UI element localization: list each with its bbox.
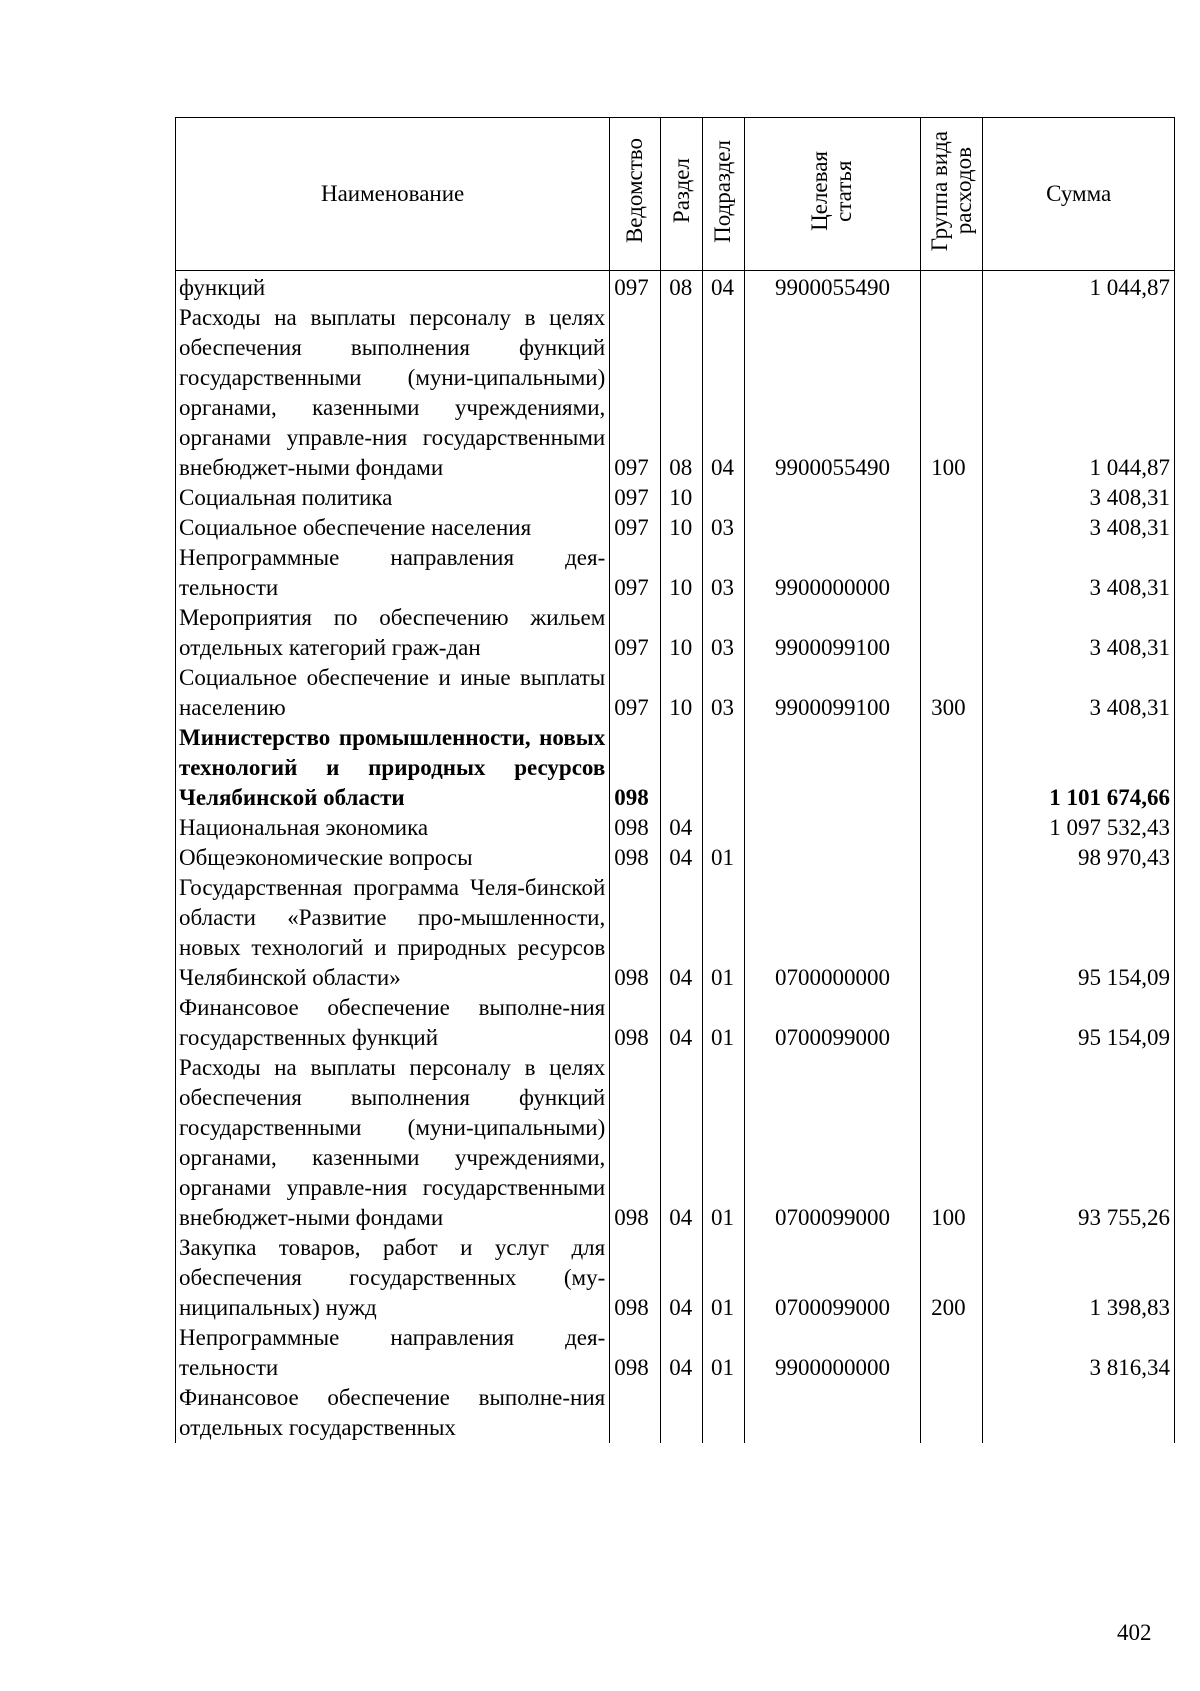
row-vedomstvo-cell: 097 bbox=[610, 603, 661, 663]
header-celevaya-statya: Целевая статья bbox=[744, 118, 920, 271]
row-celevaya-cell: 0700000000 bbox=[744, 873, 920, 993]
table-row bbox=[176, 813, 1175, 843]
row-gruppa-cell: 200 bbox=[921, 1233, 983, 1323]
row-gruppa-cell: 100 bbox=[921, 1053, 983, 1233]
row-name-cell: Министерство промышленности, новых технологий и природных ресурсов Челябинской области bbox=[176, 723, 610, 813]
row-name-cell: Финансовое обеспечение выполне-ния государственных функций bbox=[176, 993, 610, 1053]
row-razdel-cell: 08 bbox=[661, 303, 703, 483]
row-gruppa-cell bbox=[921, 271, 983, 304]
row-summa-cell: 1 097 532,43 bbox=[983, 813, 1175, 843]
row-vedomstvo-cell: 097 bbox=[610, 663, 661, 723]
row-celevaya-cell: 9900000000 bbox=[744, 1323, 920, 1383]
row-summa-cell: 3 408,31 bbox=[983, 663, 1175, 723]
row-razdel-cell: 10 bbox=[661, 543, 703, 603]
row-podrazdel-cell bbox=[703, 483, 745, 513]
row-gruppa-cell bbox=[921, 993, 983, 1053]
row-vedomstvo-cell: 098 bbox=[610, 1233, 661, 1323]
table-row bbox=[176, 723, 1175, 813]
row-vedomstvo-cell: 097 bbox=[610, 543, 661, 603]
row-podrazdel-cell: 04 bbox=[703, 303, 745, 483]
table-row bbox=[176, 543, 1175, 603]
header-name: Наименование bbox=[176, 118, 610, 271]
row-podrazdel-cell: 01 bbox=[703, 1233, 745, 1323]
table-row bbox=[176, 663, 1175, 723]
row-razdel-cell: 04 bbox=[661, 1323, 703, 1383]
row-gruppa-cell bbox=[921, 603, 983, 663]
row-celevaya-cell: 0700099000 bbox=[744, 1233, 920, 1323]
row-razdel-cell: 10 bbox=[661, 603, 703, 663]
row-vedomstvo-cell: 098 bbox=[610, 1053, 661, 1233]
row-name-cell: Социальная политика bbox=[176, 483, 610, 513]
row-summa-cell: 1 101 674,66 bbox=[983, 723, 1175, 813]
row-podrazdel-cell: 03 bbox=[703, 543, 745, 603]
row-gruppa-cell bbox=[921, 873, 983, 993]
row-razdel-cell: 04 bbox=[661, 873, 703, 993]
row-vedomstvo-cell: 098 bbox=[610, 873, 661, 993]
row-razdel-cell bbox=[661, 723, 703, 813]
row-vedomstvo-cell: 098 bbox=[610, 1323, 661, 1383]
row-razdel-cell: 04 bbox=[661, 843, 703, 873]
row-name-cell: Национальная экономика bbox=[176, 813, 610, 843]
row-podrazdel-cell: 01 bbox=[703, 993, 745, 1053]
table-header bbox=[176, 118, 1175, 271]
row-vedomstvo-cell: 098 bbox=[610, 723, 661, 813]
row-celevaya-cell bbox=[744, 813, 920, 843]
row-gruppa-cell bbox=[921, 483, 983, 513]
row-vedomstvo-cell: 097 bbox=[610, 303, 661, 483]
row-summa-cell: 95 154,09 bbox=[983, 873, 1175, 993]
row-podrazdel-cell: 01 bbox=[703, 873, 745, 993]
row-summa-cell bbox=[983, 1383, 1175, 1443]
row-podrazdel-cell: 03 bbox=[703, 663, 745, 723]
row-razdel-cell: 04 bbox=[661, 1053, 703, 1233]
row-summa-cell: 95 154,09 bbox=[983, 993, 1175, 1053]
row-name-cell: Финансовое обеспечение выполне-ния отдельных государственных bbox=[176, 1383, 610, 1443]
row-vedomstvo-cell: 097 bbox=[610, 483, 661, 513]
row-celevaya-cell: 9900055490 bbox=[744, 303, 920, 483]
row-gruppa-cell: 300 bbox=[921, 663, 983, 723]
table-row bbox=[176, 1323, 1175, 1383]
row-vedomstvo-cell: 097 bbox=[610, 513, 661, 543]
row-name-cell: Непрограммные направления дея-тельности bbox=[176, 1323, 610, 1383]
row-podrazdel-cell: 01 bbox=[703, 1323, 745, 1383]
row-summa-cell: 3 408,31 bbox=[983, 483, 1175, 513]
row-podrazdel-cell bbox=[703, 723, 745, 813]
row-celevaya-cell: 0700099000 bbox=[744, 1053, 920, 1233]
header-gruppa-vida-rashodov: Группа вида расходов bbox=[921, 118, 983, 271]
row-summa-cell: 3 408,31 bbox=[983, 513, 1175, 543]
row-vedomstvo-cell: 098 bbox=[610, 993, 661, 1053]
row-celevaya-cell: 0700099000 bbox=[744, 993, 920, 1053]
row-podrazdel-cell: 03 bbox=[703, 513, 745, 543]
row-razdel-cell: 08 bbox=[661, 271, 703, 304]
table-row bbox=[176, 1233, 1175, 1323]
budget-table bbox=[175, 117, 1175, 1443]
row-summa-cell: 1 398,83 bbox=[983, 1233, 1175, 1323]
row-gruppa-cell bbox=[921, 543, 983, 603]
row-gruppa-cell bbox=[921, 813, 983, 843]
header-vedomstvo: Ведомство bbox=[610, 118, 661, 271]
row-name-cell: Государственная программа Челя-бинской области «Развитие про-мышленности, новых технологий и природных ресурсов Челябинской области» bbox=[176, 873, 610, 993]
row-celevaya-cell: 9900055490 bbox=[744, 271, 920, 304]
row-summa-cell: 93 755,26 bbox=[983, 1053, 1175, 1233]
table-row bbox=[176, 271, 1175, 304]
row-razdel-cell: 04 bbox=[661, 1233, 703, 1323]
table-row bbox=[176, 1053, 1175, 1233]
row-celevaya-cell bbox=[744, 513, 920, 543]
row-name-cell: Расходы на выплаты персоналу в целях обеспечения выполнения функций государственными (муни-ципальными) органами, казенными учреждениями, органами управле-ния государственными внебюджет-ными фондами bbox=[176, 303, 610, 483]
table-row bbox=[176, 843, 1175, 873]
row-celevaya-cell bbox=[744, 723, 920, 813]
row-celevaya-cell bbox=[744, 1383, 920, 1443]
row-summa-cell: 1 044,87 bbox=[983, 303, 1175, 483]
table-row bbox=[176, 993, 1175, 1053]
table-row bbox=[176, 303, 1175, 483]
table-body bbox=[176, 271, 1175, 1444]
row-podrazdel-cell bbox=[703, 813, 745, 843]
row-summa-cell: 3 408,31 bbox=[983, 543, 1175, 603]
row-razdel-cell: 10 bbox=[661, 663, 703, 723]
row-vedomstvo-cell: 098 bbox=[610, 843, 661, 873]
row-vedomstvo-cell: 098 bbox=[610, 813, 661, 843]
table-row bbox=[176, 1383, 1175, 1443]
table-row bbox=[176, 873, 1175, 993]
row-podrazdel-cell: 01 bbox=[703, 843, 745, 873]
row-gruppa-cell bbox=[921, 1383, 983, 1443]
row-name-cell: Общеэкономические вопросы bbox=[176, 843, 610, 873]
row-podrazdel-cell: 04 bbox=[703, 271, 745, 304]
row-razdel-cell: 04 bbox=[661, 813, 703, 843]
row-name-cell: Расходы на выплаты персоналу в целях обеспечения выполнения функций государственными (муни-ципальными) органами, казенными учреждениями, органами управле-ния государственными внебюджет-ными фондами bbox=[176, 1053, 610, 1233]
header-summa: Сумма bbox=[983, 118, 1175, 271]
table-row bbox=[176, 483, 1175, 513]
row-name-cell: Закупка товаров, работ и услуг для обеспечения государственных (му-ниципальных) нужд bbox=[176, 1233, 610, 1323]
row-podrazdel-cell: 01 bbox=[703, 1053, 745, 1233]
row-celevaya-cell bbox=[744, 843, 920, 873]
header-razdel: Раздел bbox=[661, 118, 703, 271]
row-razdel-cell: 04 bbox=[661, 993, 703, 1053]
row-celevaya-cell bbox=[744, 483, 920, 513]
table-row bbox=[176, 513, 1175, 543]
row-gruppa-cell bbox=[921, 723, 983, 813]
header-podrazdel: Подраздел bbox=[703, 118, 745, 271]
table-row bbox=[176, 603, 1175, 663]
row-name-cell: функций bbox=[176, 271, 610, 304]
row-summa-cell: 1 044,87 bbox=[983, 271, 1175, 304]
row-celevaya-cell: 9900000000 bbox=[744, 543, 920, 603]
row-name-cell: Непрограммные направления дея-тельности bbox=[176, 543, 610, 603]
row-summa-cell: 3 816,34 bbox=[983, 1323, 1175, 1383]
row-podrazdel-cell bbox=[703, 1383, 745, 1443]
row-razdel-cell bbox=[661, 1383, 703, 1443]
page-number: 402 bbox=[1117, 1620, 1152, 1645]
row-name-cell: Мероприятия по обеспечению жильем отдельных категорий граж-дан bbox=[176, 603, 610, 663]
row-gruppa-cell bbox=[921, 513, 983, 543]
row-vedomstvo-cell: 097 bbox=[610, 271, 661, 304]
row-celevaya-cell: 9900099100 bbox=[744, 603, 920, 663]
row-vedomstvo-cell bbox=[610, 1383, 661, 1443]
row-gruppa-cell: 100 bbox=[921, 303, 983, 483]
row-podrazdel-cell: 03 bbox=[703, 603, 745, 663]
row-gruppa-cell bbox=[921, 1323, 983, 1383]
row-razdel-cell: 10 bbox=[661, 483, 703, 513]
row-razdel-cell: 10 bbox=[661, 513, 703, 543]
row-name-cell: Социальное обеспечение населения bbox=[176, 513, 610, 543]
row-name-cell: Социальное обеспечение и иные выплаты населению bbox=[176, 663, 610, 723]
row-summa-cell: 3 408,31 bbox=[983, 603, 1175, 663]
row-summa-cell: 98 970,43 bbox=[983, 843, 1175, 873]
row-celevaya-cell: 9900099100 bbox=[744, 663, 920, 723]
row-gruppa-cell bbox=[921, 843, 983, 873]
